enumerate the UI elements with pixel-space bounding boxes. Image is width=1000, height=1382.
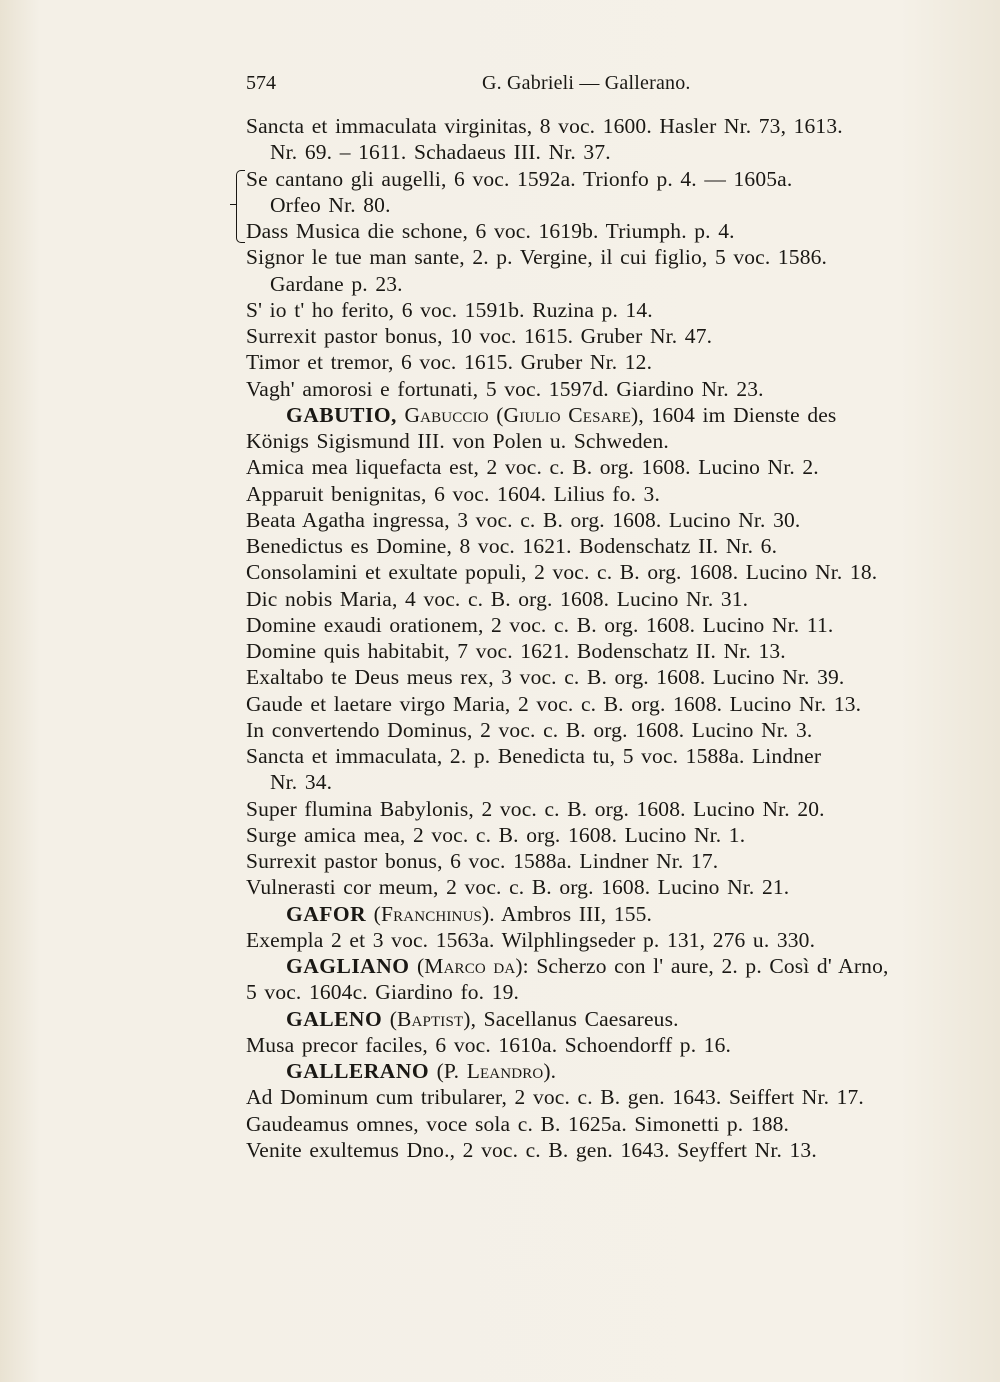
composer-heading — [246, 1006, 926, 1032]
composer-name: GALLERANO — [286, 1059, 430, 1083]
entry-line: Dic nobis Maria, 4 voc. c. B. org. 1608. Lucino Nr. 31. — [246, 586, 749, 611]
entry-continuation: Nr. 69. – 1611. Schadaeus III. Nr. 37. — [270, 140, 611, 165]
entry-line: In convertendo Dominus, 2 voc. c. B. org. 1608. Lucino Nr. 3. — [246, 717, 813, 742]
composer-note: 1604 im Dienste des — [651, 402, 837, 427]
entry-line: Beata Agatha ingressa, 3 voc. c. B. org. 1608. Lucino Nr. 30. — [246, 507, 801, 532]
composer-heading — [246, 901, 926, 927]
entry-line: Ad Dominum cum tribularer, 2 voc. c. B. gen. 1643. Seiffert Nr. 17. — [246, 1085, 864, 1110]
catalog-entries — [246, 113, 926, 1163]
entry-line: Se cantano gli augelli, 6 voc. 1592a. Trionfo p. 4. — 1605a. — [246, 166, 793, 191]
composer-name: GABUTIO, — [286, 402, 397, 427]
entry-line: Surrexit pastor bonus, 6 voc. 1588a. Lindner Nr. 17. — [246, 849, 719, 873]
entry-line: Vulnerasti cor meum, 2 voc. c. B. org. 1608. Lucino Nr. 21. — [246, 875, 790, 900]
curly-brace-icon — [236, 170, 245, 243]
entry-line: Venite exultemus Dno., 2 voc. c. B. gen. 1643. Seyffert Nr. 13. — [246, 1137, 817, 1162]
entry-line: Vagh' amorosi e fortunati, 5 voc. 1597d. Giardino Nr. 23. — [246, 376, 764, 401]
brace-tip — [230, 204, 237, 205]
entry-line: Timor et tremor, 6 voc. 1615. Gruber Nr. 12. — [246, 350, 653, 375]
running-title: G. Gabrieli — Gallerano. — [482, 72, 691, 94]
entry-line: Exempla 2 et 3 voc. 1563a. Wilphlingseder p. 131, 276 u. 330. — [246, 927, 816, 952]
entry-line: Domine exaudi orationem, 2 voc. c. B. org. 1608. Lucino Nr. 11. — [246, 612, 834, 637]
composer-name: GAFOR — [286, 901, 367, 926]
entry-line: S' io t' ho ferito, 6 voc. 1591b. Ruzina p. 14. — [246, 297, 653, 322]
bracketed-entry-group — [246, 166, 926, 245]
entry-line: Exaltabo te Deus meus rex, 3 voc. c. B. org. 1608. Lucino Nr. 39. — [246, 665, 845, 690]
entry-continuation: Gardane p. 23. — [270, 271, 403, 296]
entry-line: Super flumina Babylonis, 2 voc. c. B. org. 1608. Lucino Nr. 20. — [246, 796, 825, 821]
entry-line: Domine quis habitabit, 7 voc. 1621. Bodenschatz II. Nr. 13. — [246, 639, 786, 663]
entry-line: Dass Musica die schone, 6 voc. 1619b. Triumph. p. 4. — [246, 219, 735, 243]
entry-line: Signor le tue man sante, 2. p. Vergine, il cui figlio, 5 voc. 1586. — [246, 245, 828, 270]
entry-line: Surrexit pastor bonus, 10 voc. 1615. Gruber Nr. 47. — [246, 324, 713, 348]
entry-line: Sancta et immaculata virginitas, 8 voc. 1600. Hasler Nr. 73, 1613. — [246, 114, 843, 138]
entry-line: Gaude et laetare virgo Maria, 2 voc. c. B. org. 1608. Lucino Nr. 13. — [246, 691, 862, 716]
page-number: 574 — [246, 72, 276, 94]
entry-line: 5 voc. 1604c. Giardino fo. 19. — [246, 980, 520, 1005]
composer-note: Scherzo con l' aure, 2. p. Così d' Arno, — [536, 954, 889, 978]
composer-heading — [246, 1058, 926, 1084]
entry-line: Apparuit benignitas, 6 voc. 1604. Lilius fo. 3. — [246, 481, 660, 506]
entry-line: Gaudeamus omnes, voce sola c. B. 1625a. Simonetti p. 188. — [246, 1111, 790, 1136]
entry-line: Amica mea liquefacta est, 2 voc. c. B. org. 1608. Lucino Nr. 2. — [246, 455, 819, 480]
entry-continuation: Orfeo Nr. 80. — [270, 192, 391, 217]
entry-continuation: Nr. 34. — [270, 770, 333, 795]
composer-given-name: (Baptist), — [389, 1006, 477, 1031]
composer-given-name: (Marco da): — [417, 954, 529, 978]
book-page — [246, 66, 926, 1163]
composer-name: GALENO — [286, 1006, 383, 1031]
composer-note: Ambros III, 155. — [501, 901, 653, 926]
entry-line: Musa precor faciles, 6 voc. 1610a. Schoendorff p. 16. — [246, 1032, 732, 1057]
composer-given-name: Gabuccio (Giulio Cesare), — [404, 402, 644, 427]
composer-given-name: (P. Leandro). — [436, 1059, 557, 1083]
composer-heading — [246, 953, 926, 979]
running-head — [246, 66, 926, 102]
composer-heading — [246, 402, 926, 428]
entry-line: Benedictus es Domine, 8 voc. 1621. Bodenschatz II. Nr. 6. — [246, 534, 778, 558]
composer-note: Sacellanus Caesareus. — [483, 1006, 679, 1031]
entry-line: Consolamini et exultate populi, 2 voc. c. B. org. 1608. Lucino Nr. 18. — [246, 560, 878, 585]
entry-line: Königs Sigismund III. von Polen u. Schweden. — [246, 429, 669, 453]
composer-name: GAGLIANO — [286, 954, 410, 978]
entry-line: Surge amica mea, 2 voc. c. B. org. 1608. Lucino Nr. 1. — [246, 822, 746, 847]
composer-given-name: (Franchinus). — [373, 901, 495, 926]
entry-line: Sancta et immaculata, 2. p. Benedicta tu, 5 voc. 1588a. Lindner — [246, 744, 822, 768]
